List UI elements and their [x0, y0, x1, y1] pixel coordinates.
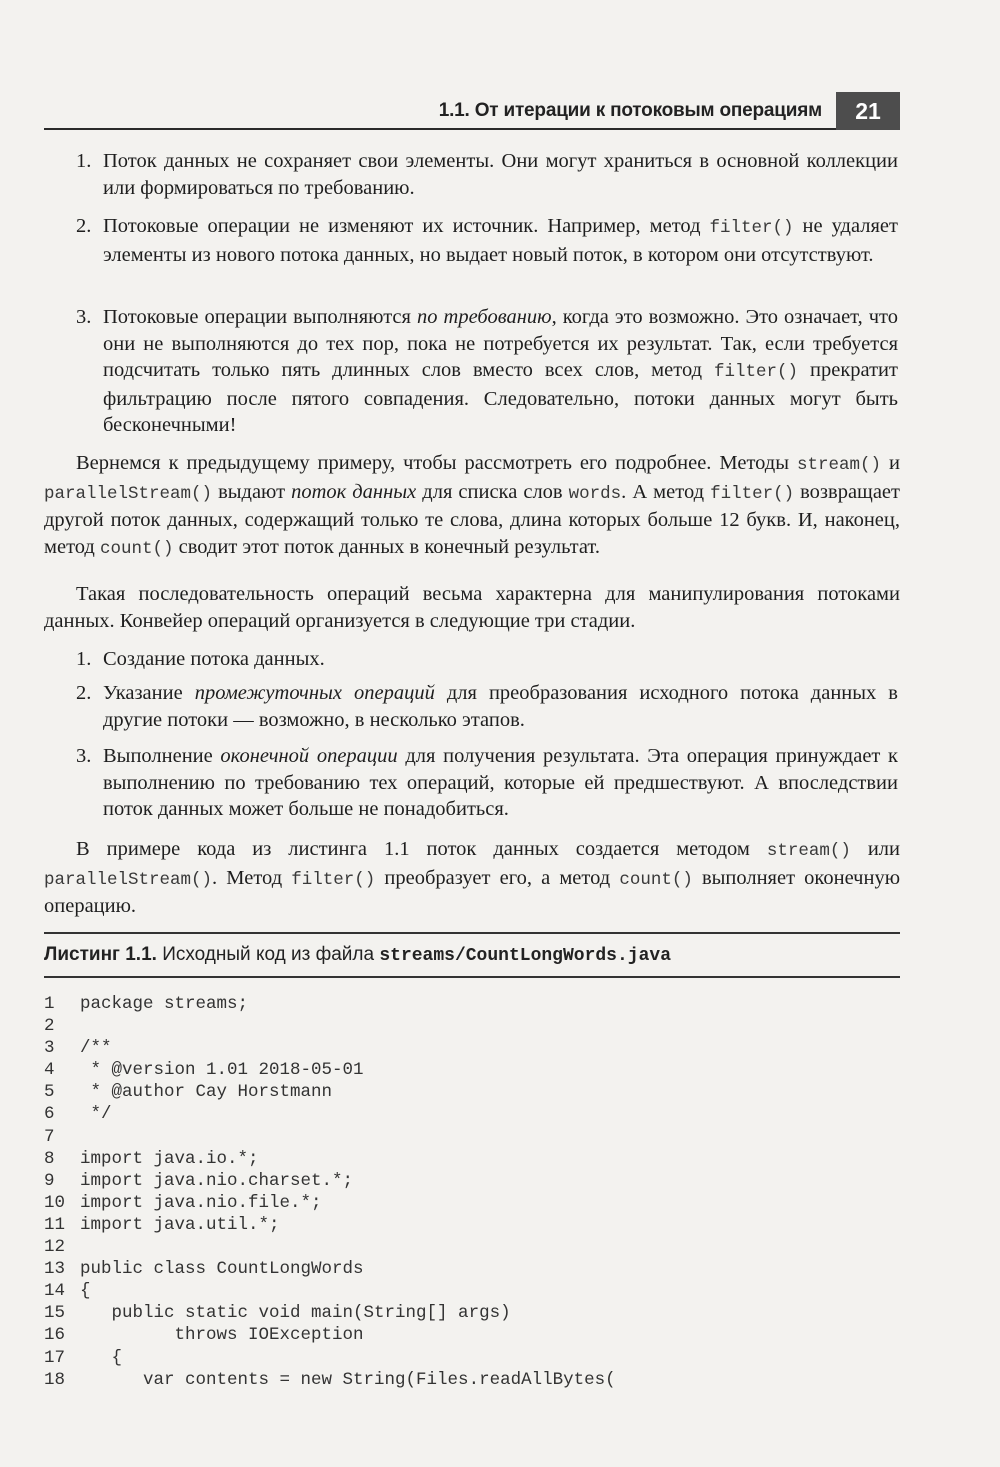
code-line — [44, 1258, 900, 1280]
line-number: 6 — [44, 1104, 55, 1125]
emphasis: оконечной операции — [220, 745, 398, 767]
code-listing — [44, 993, 900, 1391]
code-line — [44, 993, 900, 1015]
code-line — [44, 1126, 900, 1148]
listing-description: Исходный код из файла — [162, 944, 375, 965]
text-run: для получения результата. Эта операция принуждает к выполнению по требованию тех операций, которые ей предшествуют. А впоследствии поток данных может больше не понадобиться. — [103, 745, 898, 820]
inline-code: filter() — [710, 483, 795, 504]
code-line — [44, 1214, 900, 1236]
inline-code: stream() — [766, 841, 851, 861]
inline-code: parallelStream() — [44, 483, 213, 504]
header-rule — [44, 128, 838, 130]
line-number: 11 — [44, 1214, 66, 1235]
text-run: для списка слов — [416, 480, 569, 503]
list-item-number: 1. — [76, 150, 92, 172]
line-number: 10 — [44, 1192, 66, 1213]
chapter-section-title: 1.1. От итерации к потоковым операциям — [438, 100, 822, 121]
text-run: Потоковые операции не изменяют их источник. Например, метод — [103, 215, 710, 237]
line-number: 5 — [44, 1082, 55, 1103]
code-text: * @author Cay Horstmann — [80, 1082, 333, 1103]
code-line — [44, 1015, 900, 1037]
text-run: В примере кода из листинга 1.1 поток данных создается методом — [76, 838, 767, 860]
line-number: 15 — [44, 1303, 66, 1324]
list-item-number: 1. — [76, 648, 92, 670]
inline-code: count() — [99, 538, 174, 559]
code-line — [44, 1081, 900, 1103]
code-text: import java.io.*; — [80, 1148, 259, 1169]
list-item-text — [103, 646, 898, 673]
list-item-text — [103, 743, 898, 823]
listing-bottom-rule — [44, 976, 900, 978]
paragraph — [44, 836, 900, 920]
text-run: сводит этот поток данных в конечный результат. — [173, 535, 600, 558]
text-run: прекратит фильтрацию после пятого совпадения. Следовательно, потоки данных могут быть бесконечными! — [103, 359, 898, 436]
code-line — [44, 1347, 900, 1369]
line-number: 3 — [44, 1038, 55, 1059]
list-item-text — [103, 680, 898, 733]
emphasis: по требованию — [416, 306, 552, 328]
code-text: import java.util.*; — [80, 1214, 280, 1235]
listing-filename: streams/CountLongWords.java — [379, 946, 671, 966]
code-text: */ — [80, 1104, 112, 1125]
text-run: преобразует его, а метод — [375, 866, 620, 889]
listing-caption — [44, 944, 900, 966]
inline-code: filter() — [291, 869, 376, 890]
text-run: , когда это возможно. Это означает, что они не выполняются до тех пор, пока не потребуется их результат. Так, если требуется подсчитать только пять длинных слов вместо всех слов, метод — [103, 306, 898, 381]
text-run: Создание потока данных. — [103, 648, 325, 670]
code-text: public static void main(String[] args) — [80, 1303, 511, 1324]
text-run: Указание — [103, 682, 195, 704]
text-run: Поток данных не сохраняет свои элементы. Они могут храниться в основной коллекции или формироваться по требованию. — [103, 150, 898, 199]
code-text: public class CountLongWords — [80, 1259, 364, 1280]
text-run: Выполнение — [103, 745, 221, 767]
line-number: 1 — [44, 994, 55, 1014]
page-number: 21 — [836, 92, 900, 130]
code-text: throws IOException — [80, 1325, 364, 1346]
text-run: Такая последовательность операций весьма характерна для манипулирования потоками данных. Конвейер операций организуется в следующие три стадии. — [44, 583, 900, 632]
code-line — [44, 1324, 900, 1346]
code-text: { — [80, 1281, 91, 1302]
text-run: выдают — [212, 480, 292, 503]
list-item-text — [103, 304, 898, 439]
paragraph — [44, 581, 900, 634]
code-text: /** — [80, 1038, 112, 1059]
line-number: 17 — [44, 1347, 66, 1368]
code-text: * @version 1.01 2018-05-01 — [80, 1060, 364, 1081]
code-line — [44, 1148, 900, 1170]
code-line — [44, 1037, 900, 1059]
code-text: package streams; — [80, 994, 249, 1014]
list-item — [76, 304, 898, 439]
inline-code: filter() — [709, 218, 794, 238]
code-line — [44, 1170, 900, 1192]
listing-label: Листинг 1.1. — [44, 944, 157, 965]
listing-top-rule — [44, 932, 900, 934]
code-line — [44, 1192, 900, 1214]
list-item — [76, 646, 898, 673]
code-line — [44, 1059, 900, 1081]
code-text: var contents = new String(Files.readAllBytes( — [80, 1369, 616, 1390]
running-header — [44, 92, 900, 132]
emphasis: промежуточных операций — [194, 682, 435, 704]
list-item — [76, 743, 898, 823]
line-number: 16 — [44, 1325, 66, 1346]
text-run: не удаляет элементы из нового потока данных, но выдает новый поток, в котором они отсутствуют. — [103, 215, 898, 266]
line-number: 12 — [44, 1237, 66, 1258]
text-run: Вернемся к предыдущему примеру, чтобы рассмотреть его подробнее. Методы — [76, 452, 798, 474]
list-item-text — [103, 213, 898, 268]
list-item — [76, 148, 898, 201]
inline-code: filter() — [714, 362, 799, 382]
text-run: выполняет оконечную операцию. — [44, 866, 901, 917]
list-item-text — [103, 148, 898, 201]
line-number: 7 — [44, 1126, 55, 1147]
text-run: . Метод — [212, 866, 292, 889]
code-text: import java.nio.charset.*; — [80, 1170, 354, 1191]
text-run: и — [881, 452, 900, 474]
line-number: 8 — [44, 1148, 55, 1169]
code-line — [44, 1369, 900, 1391]
list-item — [76, 213, 898, 268]
list-item-number: 2. — [76, 682, 92, 704]
paragraph — [44, 450, 900, 562]
inline-code: count() — [619, 869, 693, 890]
code-line — [44, 1302, 900, 1324]
code-text: import java.nio.file.*; — [80, 1192, 322, 1213]
inline-code: parallelStream() — [44, 869, 213, 890]
code-line — [44, 1103, 900, 1125]
line-number: 2 — [44, 1016, 55, 1037]
text-run: или — [850, 838, 901, 860]
list-item-number: 3. — [76, 306, 92, 328]
code-text: { — [80, 1347, 123, 1368]
line-number: 13 — [44, 1259, 66, 1280]
list-item — [76, 680, 898, 733]
line-number: 14 — [44, 1281, 66, 1302]
code-line — [44, 1280, 900, 1302]
text-run: Потоковые операции выполняются — [103, 306, 417, 328]
emphasis: поток данных — [291, 480, 417, 503]
inline-code: stream() — [797, 455, 882, 475]
text-run: для преобразования исходного потока данных в другие потоки — возможно, в несколько этапов. — [103, 682, 898, 731]
list-item-number: 3. — [76, 745, 92, 767]
text-run: . А метод — [621, 480, 711, 503]
line-number: 18 — [44, 1369, 66, 1390]
list-item-number: 2. — [76, 215, 92, 237]
text-run: возвращает другой поток данных, содержащий только те слова, длина которых больше 12 букв. И, наконец, метод — [44, 480, 900, 558]
line-number: 9 — [44, 1170, 55, 1191]
code-line — [44, 1236, 900, 1258]
inline-code: words — [568, 483, 622, 504]
line-number: 4 — [44, 1060, 55, 1081]
